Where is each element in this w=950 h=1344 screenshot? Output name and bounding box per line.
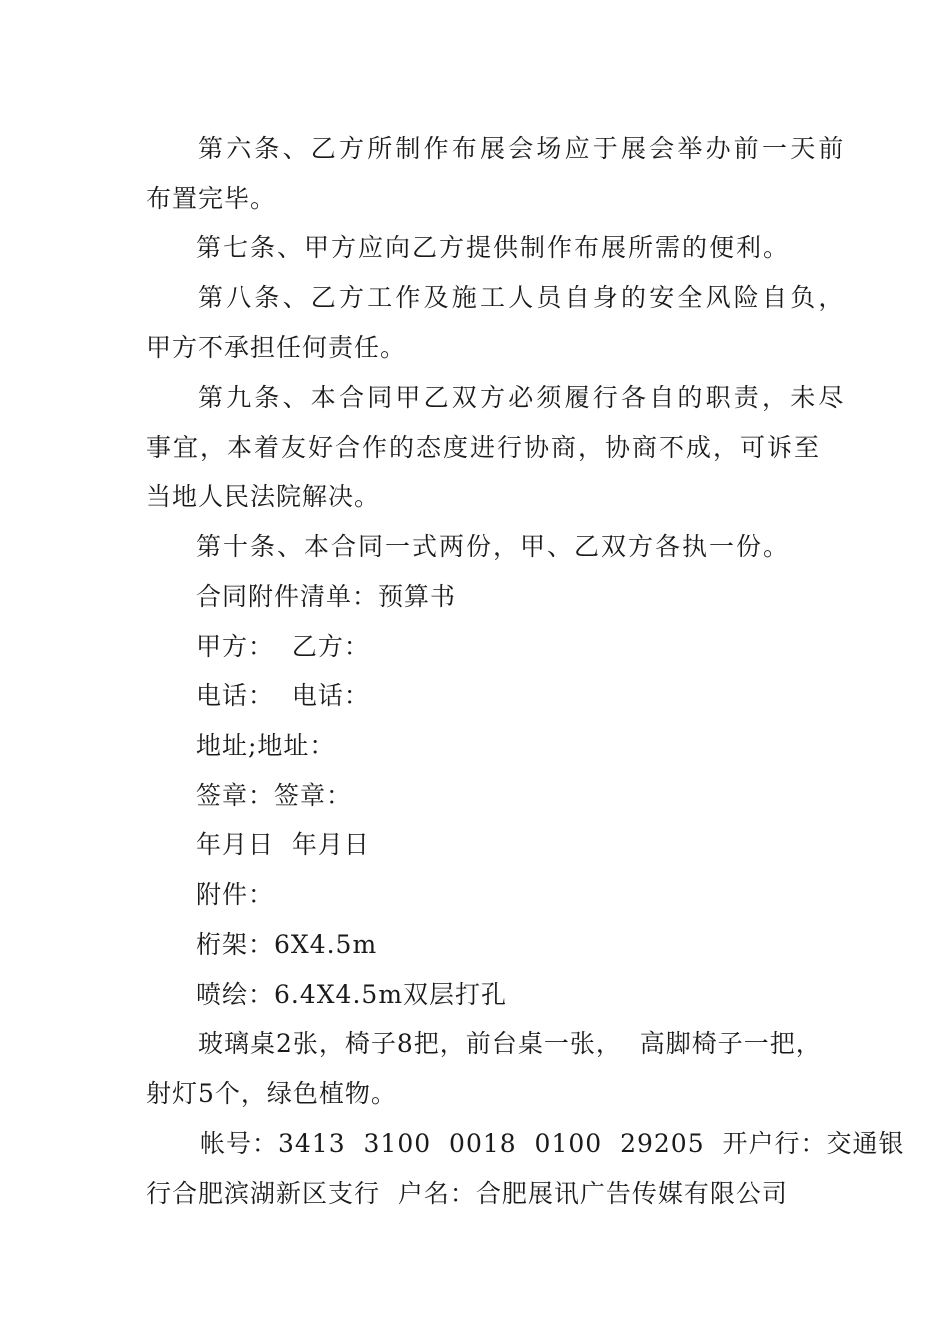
- article-6-line-1: 第六条、乙方所制作布展会场应于展会举办前一天前: [198, 134, 847, 163]
- attachment-heading: 附件：: [196, 880, 275, 909]
- bank-account-line-1: 帐号：3413 3100 0018 0100 29205 开户行：交通银: [200, 1129, 905, 1158]
- party-line: 甲方： 乙方：: [196, 632, 370, 661]
- attachment-list: 合同附件清单：预算书: [196, 582, 457, 611]
- article-9-line-3: 当地人民法院解决。: [146, 482, 381, 511]
- furniture-line-1: 玻璃桌2张，椅子8把，前台桌一张， 高脚椅子一把，: [198, 1029, 822, 1058]
- article-10: 第十条、本合同一式两份，甲、乙双方各执一份。: [196, 532, 791, 561]
- article-7: 第七条、甲方应向乙方提供制作布展所需的便利。: [196, 233, 791, 262]
- phone-line: 电话： 电话：: [196, 681, 370, 710]
- article-8-line-2: 甲方不承担任何责任。: [146, 333, 407, 362]
- furniture-line-2: 射灯5个，绿色植物。: [146, 1079, 397, 1108]
- truss-line: 桁架：6X4.5m: [196, 930, 378, 959]
- signature-line: 签章：签章：: [196, 781, 353, 810]
- bank-account-line-2: 行合肥滨湖新区支行 户名：合肥展讯广告传媒有限公司: [146, 1179, 788, 1208]
- date-line: 年月日 年月日: [196, 830, 370, 859]
- article-6-line-2: 布置完毕。: [146, 184, 277, 213]
- address-line: 地址;地址：: [196, 731, 336, 760]
- article-9-line-2: 事宜，本着友好合作的态度进行协商，协商不成，可诉至: [146, 433, 822, 462]
- article-9-line-1: 第九条、本合同甲乙双方必须履行各自的职责，未尽: [198, 383, 847, 412]
- print-line: 喷绘：6.4X4.5m双层打孔: [196, 980, 508, 1009]
- article-8-line-1: 第八条、乙方工作及施工人员自身的安全风险自负，: [198, 283, 847, 312]
